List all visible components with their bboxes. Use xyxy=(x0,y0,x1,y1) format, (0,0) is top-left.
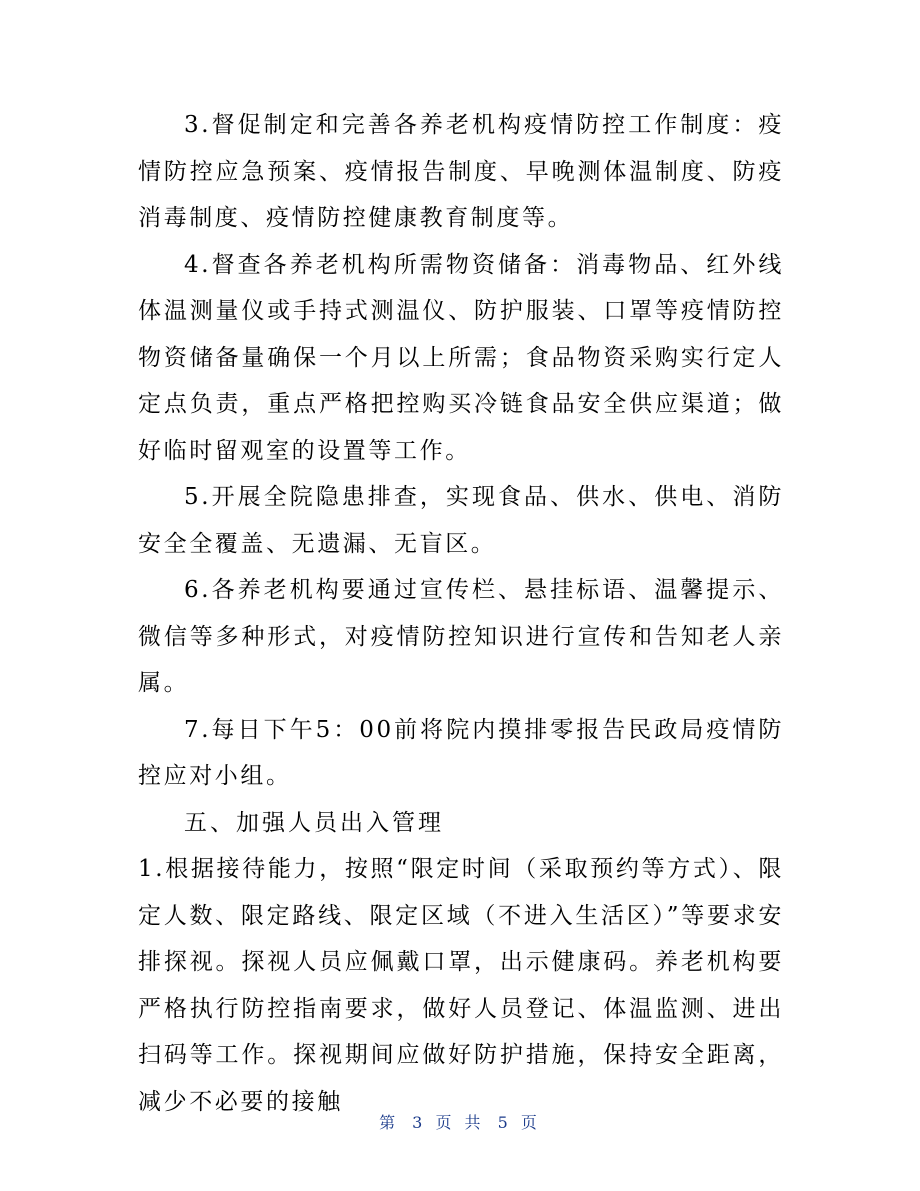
footer-prefix: 第 xyxy=(379,1113,400,1132)
page-footer xyxy=(0,1110,920,1133)
section-paragraph-1: 1.根据接待能力，按照“限定时间（采取预约等方式）、限定人数、限定路线、限定区域（不进入生活区）”等要求安排探视。探视人员应佩戴口罩，出示健康码。养老机构要严格执行防控指南要求，做好人员登记、体温监测、进出扫码等工作。探视期间应做好防护措施，保持安全距离，减少不必要的接触 xyxy=(138,856,784,1115)
document-body xyxy=(138,102,784,1125)
paragraph-item-4: 4.督查各养老机构所需物资储备：消毒物品、红外线体温测量仪或手持式测温仪、防护服装、口罩等疫情防控物资储备量确保一个月以上所需；食品物资采购实行定人定点负责，重点严格把控购买冷链食品安全供应渠道；做好临时留观室的设置等工作。 xyxy=(138,251,784,464)
section-heading: 五、加强人员出入管理 xyxy=(184,809,444,836)
paragraph-item-3: 3.督促制定和完善各养老机构疫情防控工作制度：疫情防控应急预案、疫情报告制度、早晚测体温制度、防疫消毒制度、疫情防控健康教育制度等。 xyxy=(138,112,784,231)
paragraph-item-6: 6.各养老机构要通过宣传栏、悬挂标语、温馨提示、微信等多种形式，对疫情防控知识进行宣传和告知老人亲属。 xyxy=(138,577,784,696)
footer-middle: 页 共 xyxy=(435,1113,485,1132)
footer-suffix: 页 xyxy=(520,1113,541,1132)
footer-total-pages: 5 xyxy=(497,1113,508,1132)
paragraph-item-5: 5.开展全院隐患排查，实现食品、供水、供电、消防安全全覆盖、无遗漏、无盲区。 xyxy=(138,484,784,557)
paragraph-item-7: 7.每日下午5：00前将院内摸排零报告民政局疫情防控应对小组。 xyxy=(138,716,784,789)
footer-page-number: 3 xyxy=(412,1113,423,1132)
